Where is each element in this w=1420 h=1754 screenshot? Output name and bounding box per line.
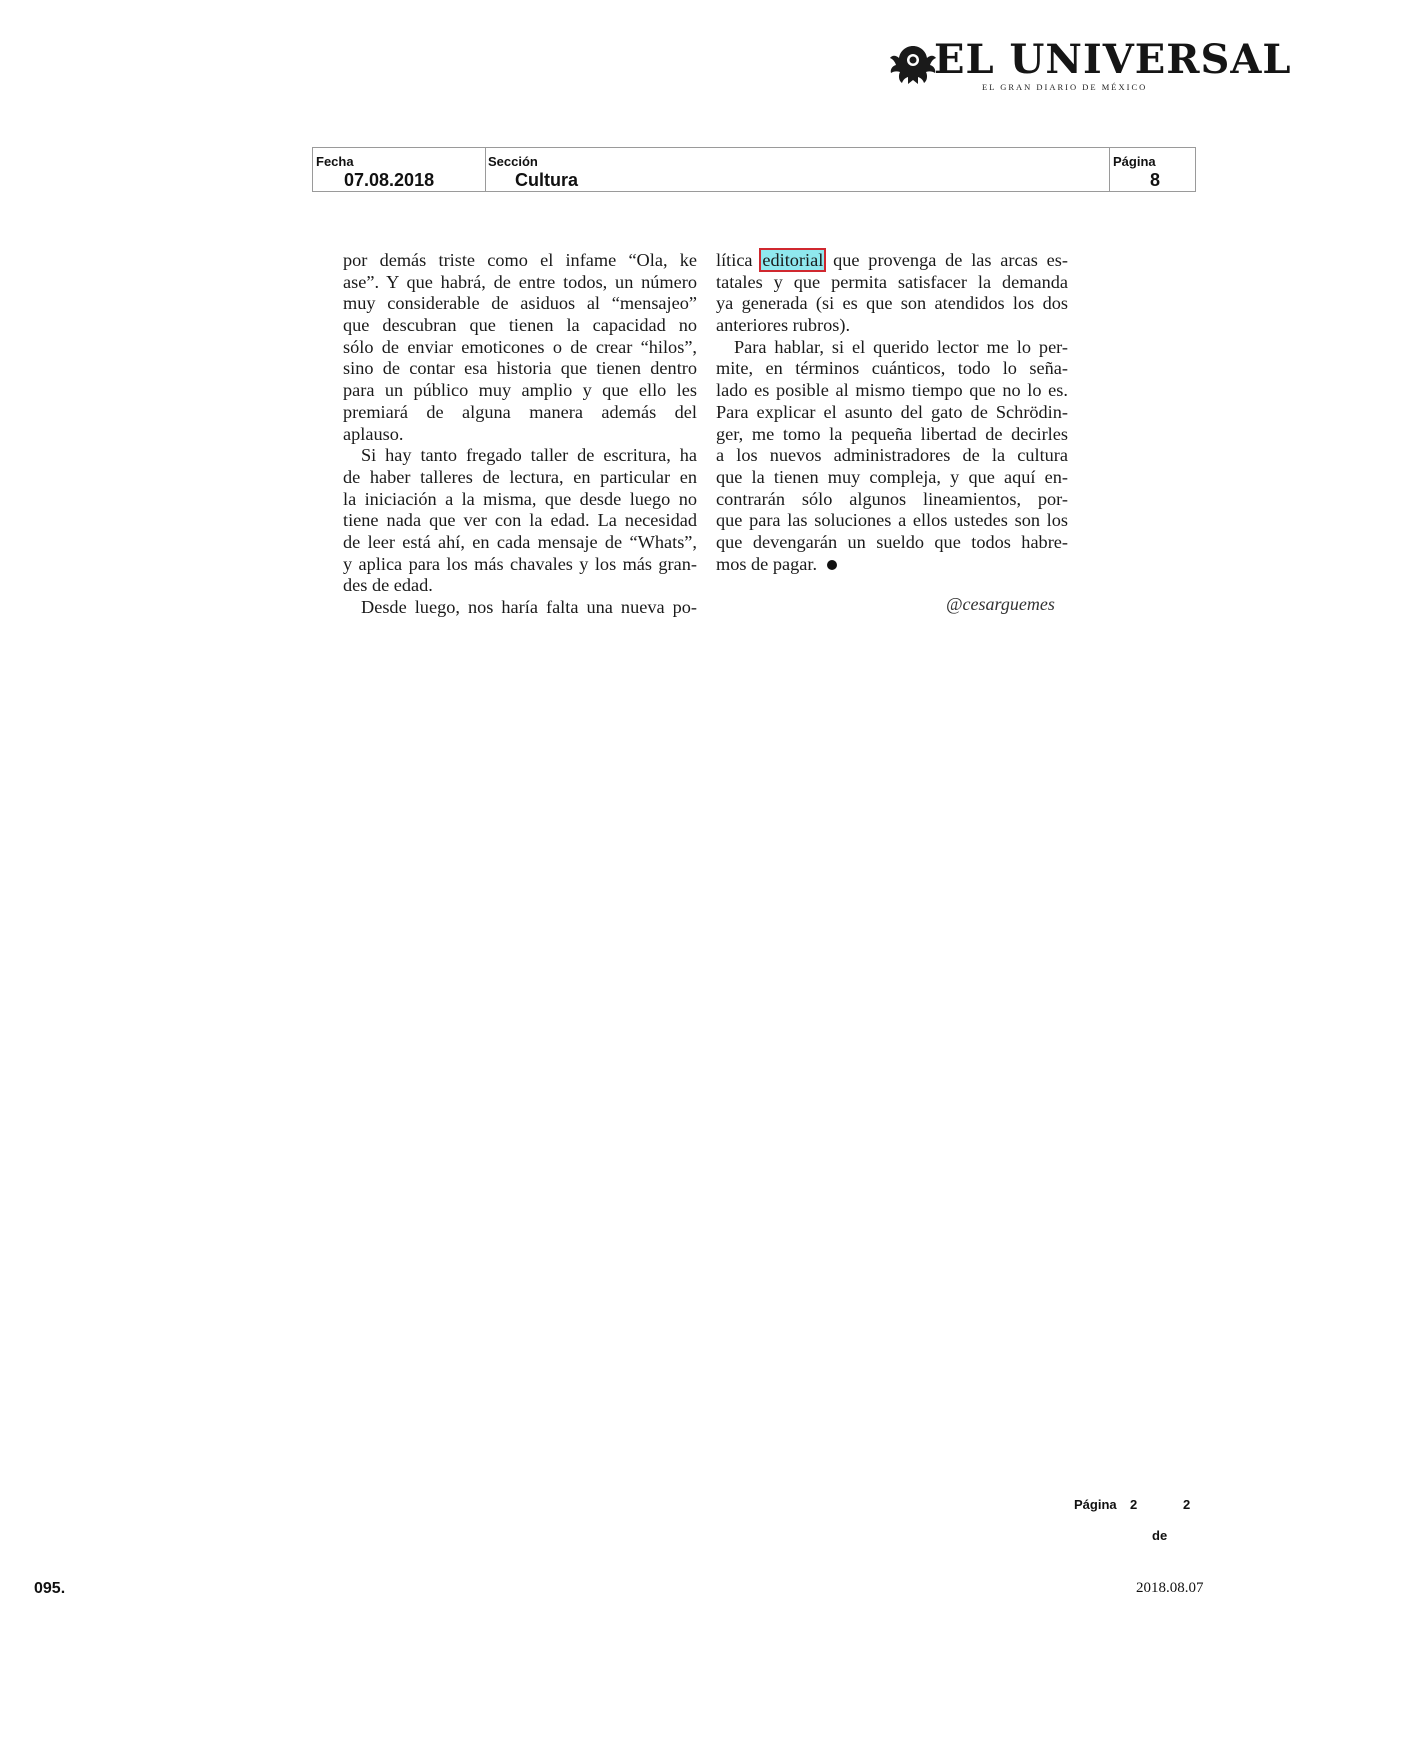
article-line: des de edad. — [343, 575, 433, 596]
article-line: de leer está ahí, en cada mensaje de “Whats”, — [343, 531, 697, 552]
footer-de-label: de — [1152, 1528, 1168, 1543]
newspaper-brand: EL UNIVERSAL — [934, 36, 1292, 83]
eagle-emblem-icon — [888, 40, 938, 88]
pagina-cell — [1109, 148, 1196, 191]
seccion-value: Cultura — [515, 170, 578, 190]
pagina-label: Página — [1113, 154, 1156, 169]
article-line: contrarán sólo algunos lineamientos, por- — [716, 488, 1068, 509]
article-line: la iniciación a la misma, que desde luego no — [343, 488, 697, 509]
footer-page-label: Página — [1074, 1497, 1117, 1512]
article-line: tiene nada que ver con la edad. La necesidad — [343, 510, 697, 531]
masthead — [880, 36, 1292, 96]
document-code: 095. — [34, 1580, 66, 1597]
article-line: de haber talleres de lectura, en particular en — [343, 466, 697, 487]
article-line: que para las soluciones a ellos ustedes son los — [716, 510, 1068, 531]
seccion-label: Sección — [488, 154, 538, 169]
pagina-value: 8 — [1150, 170, 1161, 190]
article-column-left — [343, 250, 697, 619]
end-mark-icon — [827, 560, 837, 570]
article-line: lado es posible al mismo tiempo que no lo es. — [716, 380, 1068, 401]
article-line: sino de contar esa historia que tienen dentro — [343, 358, 697, 379]
document-date: 2018.08.07 — [1136, 1580, 1204, 1596]
author-handle: @cesarguemes — [946, 594, 1055, 614]
article-text: lítica — [716, 250, 753, 270]
footer-page-total: 2 — [1183, 1497, 1191, 1512]
article-text: mos de pagar. — [716, 553, 818, 574]
article-line: que la tienen muy compleja, y que aquí en- — [716, 466, 1068, 487]
article-line — [716, 250, 1068, 272]
article-line: Desde luego, nos haría falta una nueva po- — [361, 597, 697, 617]
footer-page-current: 2 — [1130, 1497, 1138, 1512]
article-line: muy considerable de asiduos al “mensajeo” — [343, 293, 697, 314]
metadata-box — [312, 147, 1196, 192]
article-line — [716, 554, 1068, 576]
article-line: anteriores rubros). — [716, 315, 851, 336]
highlighted-term: editorial — [762, 250, 824, 270]
article-line: Si hay tanto fregado taller de escritura, ha — [361, 445, 697, 466]
fecha-cell — [313, 148, 486, 191]
article-line: ya generada (si es que son atendidos los dos — [716, 293, 1068, 314]
newspaper-tagline: EL GRAN DIARIO DE MÉXICO — [982, 82, 1148, 92]
article-line: aplauso. — [343, 423, 404, 444]
article-text: que provenga de las arcas es- — [833, 250, 1068, 270]
article-line: mite, en términos cuánticos, todo lo seña- — [716, 358, 1068, 379]
article-line: que descubran que tienen la capacidad no — [343, 315, 697, 336]
article-line: ger, me tomo la pequeña libertad de decirles — [716, 423, 1068, 444]
article-line: y aplica para los más chavales y los más gran- — [343, 553, 697, 574]
seccion-cell — [485, 148, 1420, 191]
article-line: Para explicar el asunto del gato de Schrödin- — [716, 401, 1068, 422]
article-line: premiará de alguna manera además del — [343, 401, 697, 422]
article-line: ase”. Y que habrá, de entre todos, un número — [343, 271, 697, 292]
fecha-value: 07.08.2018 — [344, 170, 435, 190]
fecha-label: Fecha — [316, 154, 354, 169]
article-line: por demás triste como el infame “Ola, ke — [343, 250, 697, 270]
article-line: que devengarán un sueldo que todos habre- — [716, 531, 1068, 552]
article-line: sólo de enviar emoticones o de crear “hilos”, — [343, 336, 697, 357]
article-line: a los nuevos administradores de la cultura — [716, 445, 1068, 466]
article-line: tatales y que permita satisfacer la demanda — [716, 271, 1068, 292]
article-line: Para hablar, si el querido lector me lo per- — [734, 336, 1068, 357]
article-line: para un público muy amplio y que ello les — [343, 380, 697, 401]
article-column-right — [716, 250, 1068, 575]
